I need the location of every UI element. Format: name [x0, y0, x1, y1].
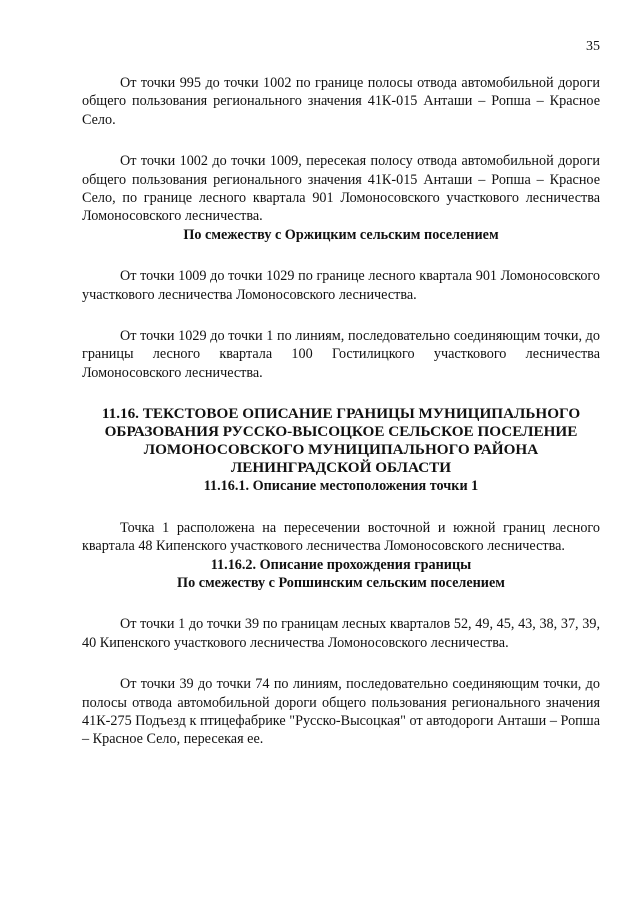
section-title-11-16: 11.16. ТЕКСТОВОЕ ОПИСАНИЕ ГРАНИЦЫ МУНИЦИПАЛЬНОГО ОБРАЗОВАНИЯ РУССКО-ВЫСОЦКОЕ СЕЛЬСКОЕ ПОСЕЛЕНИЕ ЛОМОНОСОВСКОГО МУНИЦИПАЛЬНОГО РАЙОНА ЛЕНИНГРАДСКОЙ ОБЛАСТИ — [101, 405, 581, 477]
paragraph-1-39: От точки 1 до точки 39 по границам лесных кварталов 52, 49, 45, 43, 38, 37, 39, 40 Кипенского участкового лесничества Ломоносовского лесничества. — [82, 616, 600, 651]
heading-ropsha-boundary: По смежеству с Ропшинским сельским поселением — [177, 574, 505, 591]
page-number: 35 — [586, 39, 600, 54]
subheading-11-16-1: 11.16.1. Описание местоположения точки 1 — [203, 478, 479, 495]
paragraph-39-74: От точки 39 до точки 74 по линиям, последовательно соединяющим точки, до полосы отвода автомобильной дороги общего пользования регионального значения 41К-275 Подъезд к птицефабрике "Русско-Высоцкая" от автодороги Анташи – Ропша – Красное Село, пересекая ее. — [82, 676, 600, 748]
paragraph-1002-1009: От точки 1002 до точки 1009, пересекая полосу отвода автомобильной дороги общего пользования регионального значения 41К-015 Анташи – Ропша – Красное Село, по границе лесного квартала 901 Ломоносовского участкового лесничества Ломоносовского лесничества. — [82, 153, 600, 225]
paragraph-1009-1029: От точки 1009 до точки 1029 по границе лесного квартала 901 Ломоносовского участкового лесничества Ломоносовского лесничества. — [82, 268, 600, 303]
paragraph-995-1002: От точки 995 до точки 1002 по границе полосы отвода автомобильной дороги общего пользования регионального значения 41К-015 Анташи – Ропша – Красное Село. — [82, 75, 600, 128]
paragraph-1029-1: От точки 1029 до точки 1 по линиям, последовательно соединяющим точки, до границы лесного квартала 100 Гостилицкого участкового лесничества Ломоносовского лесничества. — [82, 328, 600, 381]
subheading-11-16-2: 11.16.2. Описание прохождения границы — [210, 556, 472, 573]
paragraph-point-1-location: Точка 1 расположена на пересечении восточной и южной границ лесного квартала 48 Кипенского участкового лесничества Ломоносовского лесничества. — [82, 519, 600, 555]
heading-orzhitsy-boundary: По смежеству с Оржицким сельским поселением — [183, 226, 499, 243]
